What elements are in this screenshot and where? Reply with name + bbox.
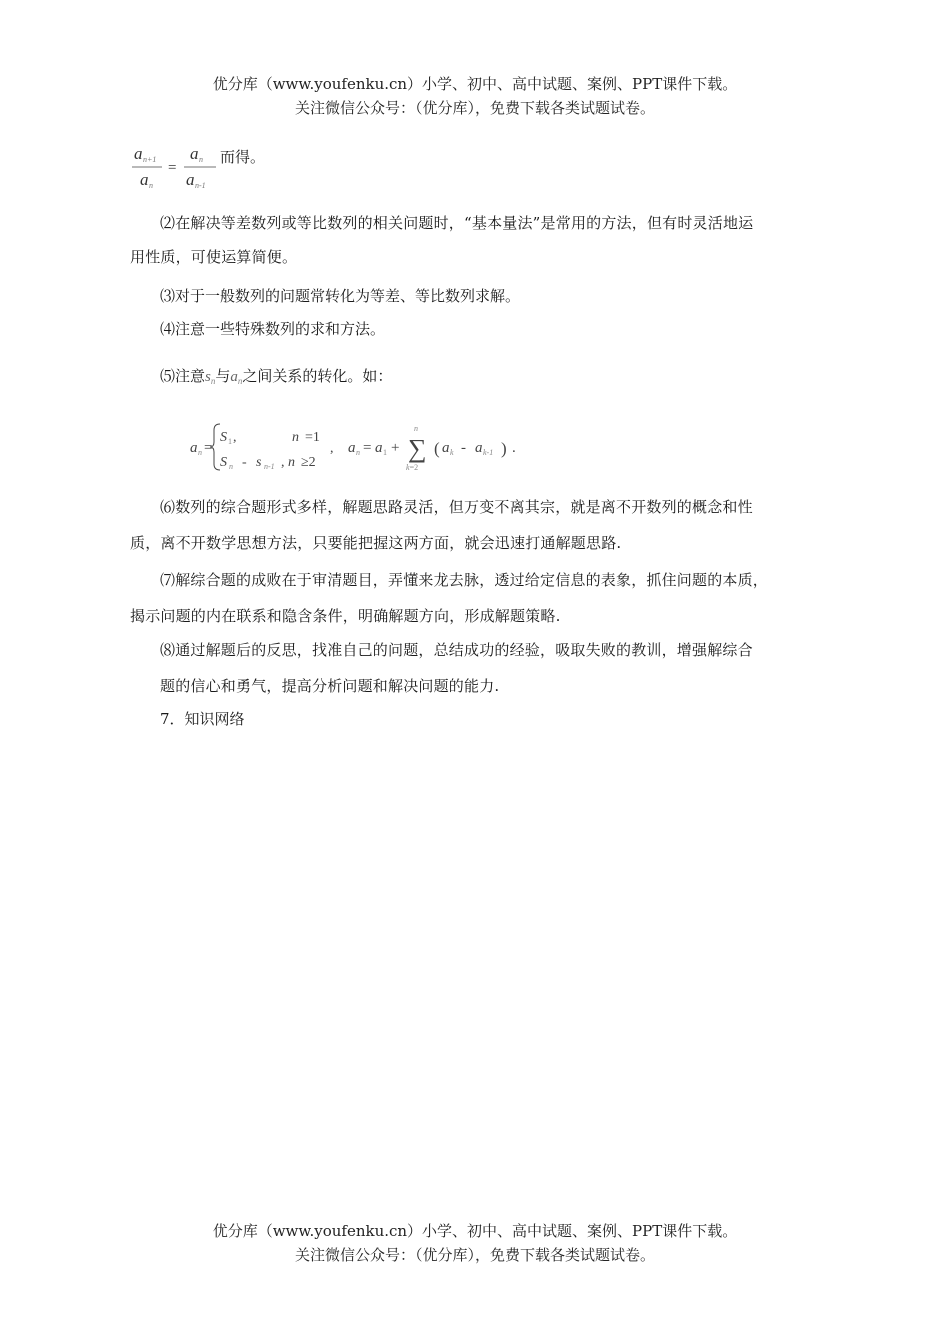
svg-text:k: k <box>450 448 454 457</box>
svg-text:n: n <box>229 462 233 471</box>
svg-text:): ) <box>501 439 507 458</box>
header-line-1: 优分库（www.youfenku.cn）小学、初中、高中试题、案例、PPT课件下载。 <box>212 75 738 93</box>
svg-text:(: ( <box>434 439 440 458</box>
svg-text:a: a <box>442 440 450 456</box>
svg-text:S: S <box>220 455 227 470</box>
svg-text:a: a <box>186 170 195 189</box>
header-line-2: 关注微信公众号：（优分库），免费下载各类试题试卷。 <box>294 99 655 117</box>
svg-text:k-1: k-1 <box>483 448 494 457</box>
item-6-line-1: ⑹数列的综合题形式多样，解题思路灵活，但万变不离其宗，就是离不开数列的概念和性 <box>160 498 753 516</box>
svg-text:=: = <box>363 440 372 456</box>
svg-text:n: n <box>149 181 153 190</box>
footer-line-1: 优分库（www.youfenku.cn）小学、初中、高中试题、案例、PPT课件下载。 <box>212 1222 738 1240</box>
item-2-line-1: ⑵在解决等差数列或等比数列的相关问题时，“基本量法”是常用的方法，但有时灵活地运 <box>160 214 754 232</box>
svg-text:n: n <box>292 430 299 445</box>
piecewise-formula-svg <box>186 416 546 478</box>
item-5 <box>160 365 392 386</box>
svg-text:.: . <box>512 440 516 456</box>
svg-text:-: - <box>461 440 466 456</box>
svg-text:n+1: n+1 <box>143 155 157 164</box>
page-footer <box>0 1219 950 1267</box>
item-8-line-2: 题的信心和勇气，提高分析问题和解决问题的能力. <box>160 677 500 695</box>
ratio-fraction-svg <box>130 140 220 192</box>
svg-text:∑: ∑ <box>408 434 427 463</box>
svg-text:1: 1 <box>228 437 232 446</box>
svg-text:n: n <box>199 155 203 164</box>
svg-text:a: a <box>190 440 198 456</box>
svg-text:,: , <box>233 430 237 445</box>
svg-text:S: S <box>220 430 227 445</box>
svg-text:s: s <box>256 455 262 470</box>
footer-line-2: 关注微信公众号：（优分库），免费下载各类试题试卷。 <box>294 1246 655 1264</box>
item-7-line-1: ⑺解综合题的成败在于审清题目，弄懂来龙去脉，透过给定信息的表象，抓住问题的本质， <box>160 571 769 589</box>
svg-text:a: a <box>475 440 483 456</box>
svg-text:=: = <box>204 440 213 456</box>
piecewise-formula <box>186 416 546 482</box>
svg-text:n: n <box>356 448 360 457</box>
item-8 <box>130 632 842 704</box>
svg-text:,: , <box>281 455 285 470</box>
ratio-formula-tail: 而得。 <box>220 148 266 166</box>
item-3: ⑶对于一般数列的问题常转化为等差、等比数列求解。 <box>160 287 521 305</box>
item-5-text-b: 与 <box>215 367 231 385</box>
page-header <box>0 72 950 120</box>
item-7 <box>130 562 842 634</box>
section-7-heading: 7．知识网络 <box>160 710 245 728</box>
svg-text:-: - <box>242 455 247 470</box>
svg-text:k=2: k=2 <box>406 463 419 472</box>
item-6-line-2: 质，离不开数学思想方法，只要能把握这两方面，就会迅速打通解题思路. <box>130 534 622 552</box>
svg-text:n: n <box>288 455 295 470</box>
svg-text:a: a <box>140 170 149 189</box>
svg-text:n: n <box>198 448 202 457</box>
svg-text:≥2: ≥2 <box>301 455 316 470</box>
svg-text:a: a <box>134 144 143 163</box>
item-7-line-2: 揭示问题的内在联系和隐含条件，明确解题方向，形成解题策略. <box>130 607 561 625</box>
svg-text:a: a <box>375 440 383 456</box>
item-5-text-a: ⑸注意 <box>160 367 206 385</box>
svg-text:=: = <box>168 160 177 176</box>
svg-text:1: 1 <box>383 448 387 457</box>
svg-text:n: n <box>414 424 418 433</box>
svg-text:a: a <box>190 144 199 163</box>
item-4: ⑷注意一些特殊数列的求和方法。 <box>160 320 386 338</box>
svg-text:+: + <box>391 440 400 456</box>
svg-text:=1: =1 <box>305 430 320 445</box>
item-5-text-c: 之间关系的转化。如： <box>242 367 393 385</box>
svg-text:,: , <box>330 441 334 456</box>
svg-text:a: a <box>348 440 356 456</box>
s-n-symbol: $s_n$ <box>205 369 216 386</box>
item-8-line-1: ⑻通过解题后的反思，找准自己的问题，总结成功的经验，吸取失败的教训，增强解综合 <box>160 641 753 659</box>
svg-text:n-1: n-1 <box>264 462 275 471</box>
item-2 <box>130 206 842 274</box>
item-6 <box>130 489 842 561</box>
a-n-symbol: $a_n$ <box>230 369 243 386</box>
item-2-line-2: 用性质，可使运算简便。 <box>130 248 298 266</box>
svg-text:n-1: n-1 <box>195 181 206 190</box>
